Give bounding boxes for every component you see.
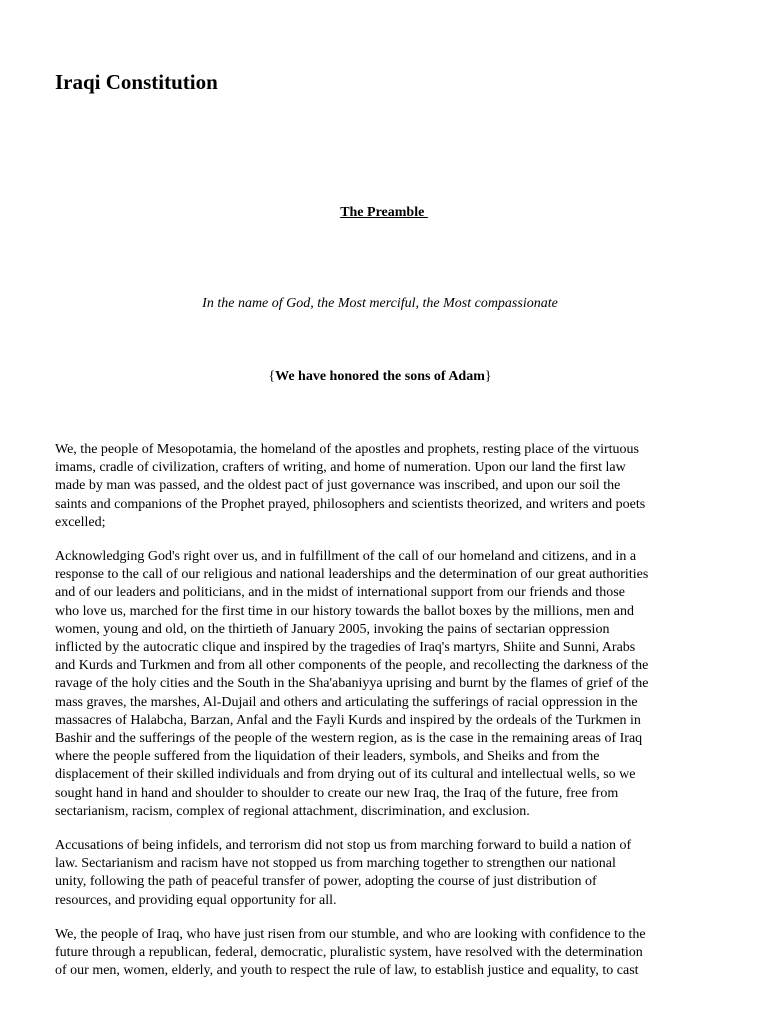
text-line: response to the call of our religious and national leaderships and the determination of our great authorities (55, 567, 649, 583)
section-heading: The Preamble (340, 205, 428, 220)
paragraph-3 (55, 837, 715, 910)
text-line: resources, and providing equal opportunity for all. (55, 892, 337, 908)
quranic-quote (0, 369, 760, 385)
text-line: who love us, marched for the first time in our history towards the ballot boxes by the millions, men and (55, 603, 634, 619)
preamble-body (55, 441, 715, 996)
invocation-line: In the name of God, the Most merciful, the Most compassionate (202, 296, 558, 311)
text-line: Acknowledging God's right over us, and in fulfillment of the call of our homeland and citizens, and in a (55, 549, 637, 565)
quote-text: We have honored the sons of Adam (275, 369, 485, 384)
text-line: unity, following the path of peaceful transfer of power, adopting the course of just distribution of (55, 874, 597, 890)
text-line: sectarianism, racism, complex of regional attachment, discrimination, and exclusion. (55, 803, 530, 819)
text-line: sought hand in hand and shoulder to shoulder to create our new Iraq, the Iraq of the future, free from (55, 785, 619, 801)
text-line: made by man was passed, and the oldest pact of just governance was inscribed, and upon our soil the (55, 478, 621, 494)
paragraph-1 (55, 441, 715, 532)
document-title: Iraqi Constitution (55, 70, 218, 94)
text-line: mass graves, the marshes, Al-Dujail and others and articulating the sufferings of racial oppression in the (55, 694, 638, 710)
quote-close-brace: } (484, 369, 492, 384)
text-line: Accusations of being infidels, and terrorism did not stop us from marching forward to build a nation of (55, 838, 632, 854)
text-line: saints and companions of the Prophet prayed, philosophers and scientists theorized, and writers and poets (55, 496, 646, 512)
quote-open-brace: { (268, 369, 276, 384)
text-line: and of our leaders and politicians, and in the midst of international support from our friends and those (55, 585, 625, 601)
text-line: of our men, women, elderly, and youth to respect the rule of law, to establish justice and equality, to cast (55, 963, 639, 979)
text-line: displacement of their skilled individuals and from drying out of its cultural and intellectual wells, so we (55, 767, 636, 783)
text-line: We, the people of Iraq, who have just risen from our stumble, and who are looking with confidence to the (55, 926, 646, 942)
text-line: massacres of Halabcha, Barzan, Anfal and the Fayli Kurds and inspired by the ordeals of the Turkmen in (55, 712, 641, 728)
text-line: women, young and old, on the thirtieth of January 2005, invoking the pains of sectarian oppression (55, 621, 610, 637)
text-line: imams, cradle of civilization, crafters of writing, and home of numeration. Upon our land the first law (55, 460, 626, 476)
text-line: excelled; (55, 514, 106, 530)
paragraph-4 (55, 926, 715, 981)
text-line: and Kurds and Turkmen and from all other components of the people, and recollecting the darkness of the (55, 658, 649, 674)
text-line: law. Sectarianism and racism have not stopped us from marching together to strengthen our national (55, 856, 616, 872)
text-line: We, the people of Mesopotamia, the homeland of the apostles and prophets, resting place of the virtuous (55, 442, 639, 457)
text-line: where the people suffered from the liquidation of their leaders, symbols, and Sheiks and from the (55, 749, 600, 765)
text-line: ravage of the holy cities and the South in the Sha'abaniyya uprising and burnt by the flames of grief of the (55, 676, 649, 692)
text-line: Bashir and the sufferings of the people of the western region, as is the case in the remaining areas of Iraq (55, 731, 643, 747)
text-line: future through a republican, federal, democratic, pluralistic system, have resolved with the determination (55, 945, 643, 961)
paragraph-2 (55, 548, 715, 821)
text-line: inflicted by the autocratic clique and inspired by the tragedies of Iraq's martyrs, Shiite and Sunni, Arabs (55, 640, 636, 656)
